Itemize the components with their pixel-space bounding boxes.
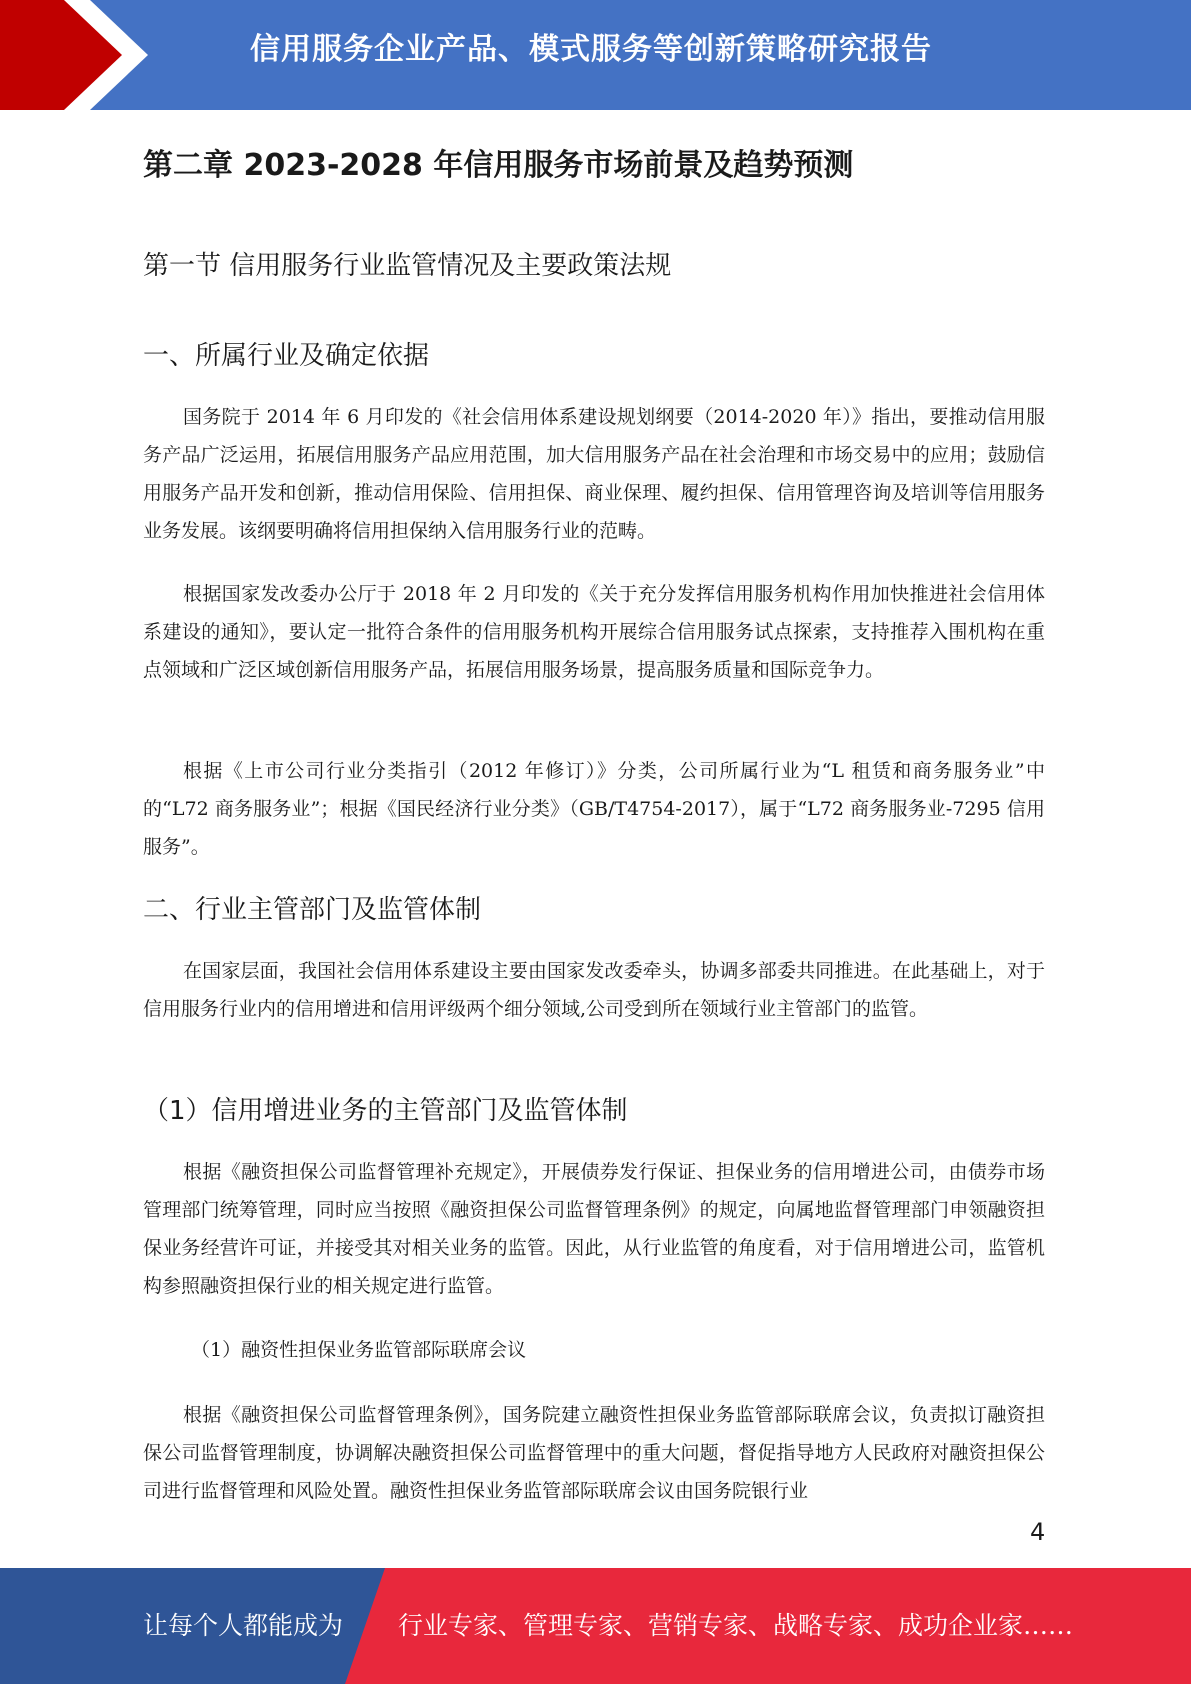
paragraph-6: 根据《融资担保公司监督管理条例》，国务院建立融资性担保业务监管部际联席会议，负责拟订融资担保公司监督管理制度，协调解决融资担保公司监督管理中的重大问题，督促指导地方人民政府对融资担保公司进行监督管理和风险处置。融资性担保业务监管部际联席会议由国务院银行业 xyxy=(143,1404,1045,1502)
paragraph-4: 在国家层面，我国社会信用体系建设主要由国家发改委牵头，协调多部委共同推进。在此基础上，对于信用服务行业内的信用增进和信用评级两个细分领域,公司受到所在领域行业主管部门的监管。 xyxy=(143,960,1045,1020)
paragraph-5: 根据《融资担保公司监督管理补充规定》，开展债券发行保证、担保业务的信用增进公司，由债券市场管理部门统筹管理，同时应当按照《融资担保公司监督管理条例》的规定，向属地监督管理部门申领融资担保业务经营许可证，并接受其对相关业务的监管。因此，从行业监管的角度看，对于信用增进公司，监管机构参照融资担保行业的相关规定进行监管。 xyxy=(143,1161,1045,1297)
section-title: 第一节 信用服务行业监管情况及主要政策法规 xyxy=(143,251,672,281)
footer-slogan-right: 行业专家、管理专家、营销专家、战略专家、成功企业家…… xyxy=(398,1611,1074,1640)
heading-regulatory-system: 二、行业主管部门及监管体制 xyxy=(143,895,482,925)
page-number: 4 xyxy=(1030,1518,1046,1546)
heading-credit-enhancement: （1）信用增进业务的主管部门及监管体制 xyxy=(143,1096,628,1126)
footer-slogan-left: 让每个人都能成为 xyxy=(143,1611,344,1640)
header-arrow-icon xyxy=(0,0,160,110)
heading-industry-basis: 一、所属行业及确定依据 xyxy=(143,341,430,371)
page-footer xyxy=(0,1568,1191,1684)
chapter-title: 第二章 2023-2028 年信用服务市场前景及趋势预测 xyxy=(143,148,854,183)
subheading-joint-meeting: （1）融资性担保业务监管部际联席会议 xyxy=(191,1339,527,1361)
paragraph-2: 根据国家发改委办公厅于 2018 年 2 月印发的《关于充分发挥信用服务机构作用加快推进社会信用体系建设的通知》，要认定一批符合条件的信用服务机构开展综合信用服务试点探索，支持推荐入围机构在重点领域和广泛区域创新信用服务产品，拓展信用服务场景，提高服务质量和国际竞争力。 xyxy=(143,583,1045,681)
page-header xyxy=(0,0,1191,110)
report-title: 信用服务企业产品、模式服务等创新策略研究报告 xyxy=(250,32,932,67)
paragraph-3: 根据《上市公司行业分类指引（2012 年修订）》分类，公司所属行业为“L 租赁和商务服务业”中的“L72 商务服务业”；根据《国民经济行业分类》（GB/T4754-2017），属于“L72 商务服务业-7295 信用服务”。 xyxy=(143,760,1045,858)
paragraph-1: 国务院于 2014 年 6 月印发的《社会信用体系建设规划纲要（2014-2020 年）》指出，要推动信用服务产品广泛运用，拓展信用服务产品应用范围，加大信用服务产品在社会治理和市场交易中的应用；鼓励信用服务产品开发和创新，推动信用保险、信用担保、商业保理、履约担保、信用管理咨询及培训等信用服务业务发展。该纲要明确将信用担保纳入信用服务行业的范畴。 xyxy=(143,406,1045,542)
